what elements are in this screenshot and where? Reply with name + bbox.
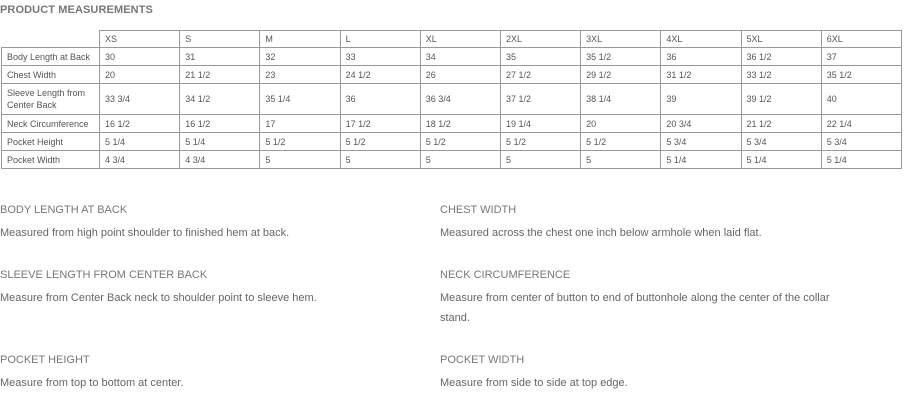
table-cell: 5 <box>500 151 580 169</box>
definition-neck-circumference <box>440 268 840 328</box>
table-row <box>2 48 902 66</box>
table-cell: 18 1/2 <box>420 115 500 133</box>
table-cell: 5 1/2 <box>260 133 340 151</box>
definition-pocket-height <box>0 353 420 393</box>
table-cell: 35 1/4 <box>260 84 340 115</box>
table-row <box>2 115 902 133</box>
table-cell: 5 1/4 <box>180 133 260 151</box>
table-cell: 39 1/2 <box>741 84 821 115</box>
table-cell: 19 1/4 <box>500 115 580 133</box>
definition-description: Measure from Center Back neck to shoulder point to sleeve hem. <box>0 292 317 304</box>
table-cell: 5 1/2 <box>581 133 661 151</box>
table-cell: 31 <box>180 48 260 66</box>
table-cell: 5 1/4 <box>741 151 821 169</box>
table-cell: 33 <box>340 48 420 66</box>
page-title: PRODUCT MEASUREMENTS <box>0 4 153 16</box>
table-cell: 37 1/2 <box>500 84 580 115</box>
size-header: XS <box>100 31 180 48</box>
table-cell: 30 <box>100 48 180 66</box>
size-header: L <box>340 31 420 48</box>
table-cell: 16 1/2 <box>180 115 260 133</box>
table-cell: 34 1/2 <box>180 84 260 115</box>
header-corner-cell <box>2 31 100 48</box>
table-cell: 35 1/2 <box>821 66 901 84</box>
table-cell: 21 1/2 <box>741 115 821 133</box>
table-cell: 4 3/4 <box>180 151 260 169</box>
row-label: Sleeve Length from Center Back <box>2 84 100 115</box>
definition-pocket-width <box>440 353 840 393</box>
definition-term: NECK CIRCUMFERENCE <box>440 269 571 281</box>
table-cell: 5 1/2 <box>500 133 580 151</box>
table-cell: 35 1/2 <box>581 48 661 66</box>
table-cell: 36 <box>661 48 741 66</box>
table-cell: 36 1/2 <box>741 48 821 66</box>
definition-term: POCKET HEIGHT <box>0 354 90 366</box>
size-header: 2XL <box>500 31 580 48</box>
table-cell: 21 1/2 <box>180 66 260 84</box>
table-cell: 4 3/4 <box>100 151 180 169</box>
definition-term: POCKET WIDTH <box>440 354 525 366</box>
table-cell: 36 3/4 <box>420 84 500 115</box>
table-cell: 38 1/4 <box>581 84 661 115</box>
table-cell: 5 3/4 <box>741 133 821 151</box>
table-cell: 26 <box>420 66 500 84</box>
table-cell: 17 1/2 <box>340 115 420 133</box>
size-header: XL <box>420 31 500 48</box>
table-cell: 36 <box>340 84 420 115</box>
size-header: 6XL <box>821 31 901 48</box>
table-cell: 32 <box>260 48 340 66</box>
definition-term: BODY LENGTH AT BACK <box>0 204 128 216</box>
row-label: Chest Width <box>2 66 100 84</box>
row-label: Pocket Width <box>2 151 100 169</box>
table-cell: 17 <box>260 115 340 133</box>
definition-body-length <box>0 203 420 243</box>
size-header: 5XL <box>741 31 821 48</box>
table-cell: 20 <box>100 66 180 84</box>
table-header-row <box>2 31 902 48</box>
table-row <box>2 151 902 169</box>
table-cell: 20 <box>581 115 661 133</box>
definition-description: Measured across the chest one inch below armhole when laid flat. <box>440 227 762 239</box>
table-row <box>2 66 902 84</box>
measurements-table <box>1 30 902 169</box>
table-cell: 5 <box>420 151 500 169</box>
table-cell: 22 1/4 <box>821 115 901 133</box>
table-row <box>2 133 902 151</box>
table-cell: 5 1/2 <box>420 133 500 151</box>
table-cell: 27 1/2 <box>500 66 580 84</box>
table-cell: 39 <box>661 84 741 115</box>
table-cell: 40 <box>821 84 901 115</box>
definition-description: Measure from top to bottom at center. <box>0 377 184 389</box>
table-cell: 5 1/4 <box>661 151 741 169</box>
table-cell: 35 <box>500 48 580 66</box>
table-cell: 5 1/2 <box>340 133 420 151</box>
definition-term: CHEST WIDTH <box>440 204 517 216</box>
table-cell: 29 1/2 <box>581 66 661 84</box>
table-cell: 20 3/4 <box>661 115 741 133</box>
definition-description: Measure from side to side at top edge. <box>440 377 628 389</box>
definition-description: Measure from center of button to end of buttonhole along the center of the collar stand. <box>440 292 830 324</box>
row-label: Body Length at Back <box>2 48 100 66</box>
table-cell: 23 <box>260 66 340 84</box>
row-label: Neck Circumference <box>2 115 100 133</box>
definition-description: Measured from high point shoulder to finished hem at back. <box>0 227 290 239</box>
size-header: 3XL <box>581 31 661 48</box>
table-cell: 5 3/4 <box>821 133 901 151</box>
size-header: M <box>260 31 340 48</box>
table-cell: 24 1/2 <box>340 66 420 84</box>
table-cell: 16 1/2 <box>100 115 180 133</box>
table-cell: 5 <box>581 151 661 169</box>
definition-term: SLEEVE LENGTH FROM CENTER BACK <box>0 269 208 281</box>
table-cell: 31 1/2 <box>661 66 741 84</box>
table-cell: 5 1/4 <box>821 151 901 169</box>
row-label: Pocket Height <box>2 133 100 151</box>
size-header: 4XL <box>661 31 741 48</box>
table-cell: 33 1/2 <box>741 66 821 84</box>
table-cell: 5 3/4 <box>661 133 741 151</box>
table-cell: 33 3/4 <box>100 84 180 115</box>
table-cell: 5 <box>260 151 340 169</box>
definition-chest-width <box>440 203 840 243</box>
table-cell: 34 <box>420 48 500 66</box>
table-cell: 5 <box>340 151 420 169</box>
definition-sleeve-length <box>0 268 420 308</box>
table-row <box>2 84 902 115</box>
size-header: S <box>180 31 260 48</box>
table-cell: 5 1/4 <box>100 133 180 151</box>
table-cell: 37 <box>821 48 901 66</box>
